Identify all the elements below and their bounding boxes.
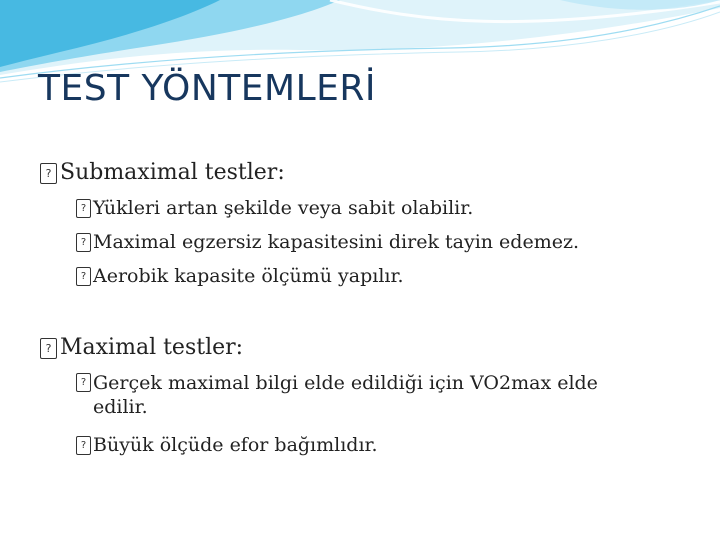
bullet-placeholder-icon: ? <box>40 163 57 184</box>
list-item <box>76 265 404 287</box>
bullet-placeholder-icon: ? <box>76 199 91 218</box>
list-item <box>76 231 579 253</box>
list-item-text: Yükleri artan şekilde veya sabit olabilir. <box>93 197 474 219</box>
list-item <box>76 197 473 219</box>
list-item-text: Aerobik kapasite ölçümü yapılır. <box>93 265 404 287</box>
bullet-placeholder-icon: ? <box>76 233 91 252</box>
list-item <box>76 371 653 419</box>
list-item-text: Büyük ölçüde efor bağımlıdır. <box>93 434 378 456</box>
bullet-placeholder-icon: ? <box>76 436 91 455</box>
section-heading-maximal <box>40 335 243 360</box>
bullet-placeholder-icon: ? <box>40 338 57 359</box>
bullet-placeholder-icon: ? <box>76 267 91 286</box>
list-item-text: Gerçek maximal bilgi elde edildiği için VO2max elde edilir. <box>93 372 598 418</box>
section-heading-submaximal <box>40 160 285 185</box>
page-title: TEST YÖNTEMLERİ <box>38 68 377 109</box>
list-item <box>76 434 378 456</box>
section-heading-text: Submaximal testler: <box>60 160 285 185</box>
bullet-placeholder-icon: ? <box>76 373 91 392</box>
list-item-text: Maximal egzersiz kapasitesini direk tayin edemez. <box>93 231 580 253</box>
section-heading-text: Maximal testler: <box>60 335 244 360</box>
